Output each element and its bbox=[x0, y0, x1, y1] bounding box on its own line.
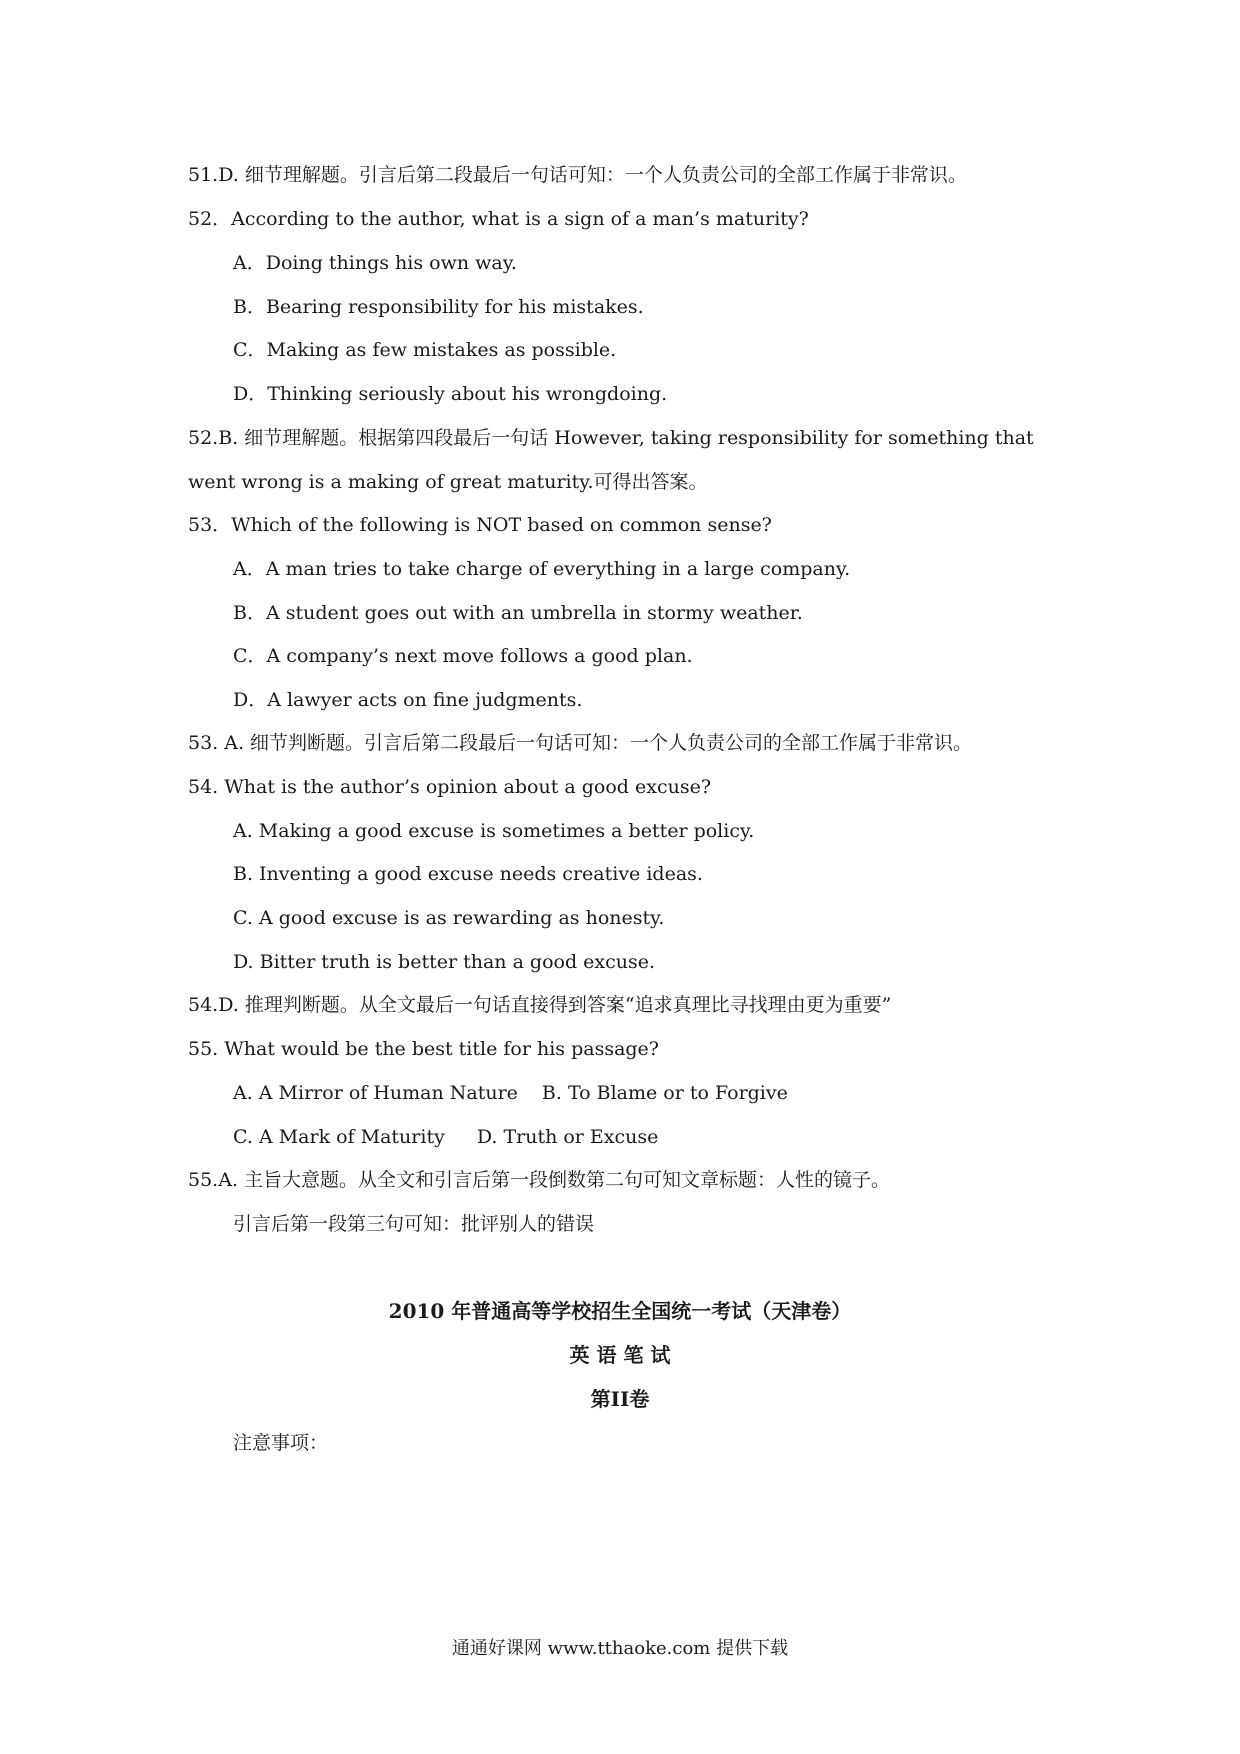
question-53-option-b: B．A student goes out with an umbrella in stormy weather. bbox=[233, 602, 803, 624]
question-53-option-d: D．A lawyer acts on fine judgments. bbox=[233, 689, 583, 711]
answer-54: 54.D. 推理判断题。从全文最后一句话直接得到答案“追求真理比寻找理由更为重要” bbox=[188, 994, 892, 1016]
page-footer: 通通好课网 www.tthaoke.com 提供下载 bbox=[451, 1638, 789, 1659]
exam-title: 2010 年普通高等学校招生全国统一考试（天津卷） bbox=[388, 1299, 852, 1323]
answer-55: 55.A. 主旨大意题。从全文和引言后第一段倒数第二句可知文章标题：人性的镜子。 bbox=[188, 1169, 891, 1191]
question-52-option-a: A．Doing things his own way. bbox=[233, 252, 517, 274]
question-53-option-c: C．A company’s next move follows a good plan. bbox=[233, 645, 693, 667]
question-55-option-b: B. To Blame or to Forgive bbox=[541, 1082, 788, 1104]
question-52-option-c: C．Making as few mistakes as possible. bbox=[233, 339, 617, 361]
question-55-option-a: A. A Mirror of Human Nature bbox=[233, 1082, 518, 1104]
question-53-option-a: A．A man tries to take charge of everything in a large company. bbox=[233, 558, 851, 580]
question-55-option-d: D. Truth or Excuse bbox=[476, 1126, 659, 1148]
question-55-options-row-1 bbox=[233, 1080, 788, 1106]
exam-part: 第II卷 bbox=[590, 1387, 650, 1411]
question-54-option-b: B. Inventing a good excuse needs creative ideas. bbox=[233, 863, 703, 885]
question-54-option-a: A. Making a good excuse is sometimes a better policy. bbox=[233, 820, 755, 842]
question-55-option-c: C. A Mark of Maturity bbox=[233, 1126, 445, 1148]
question-52: 52．According to the author, what is a sign of a man’s maturity? bbox=[188, 208, 809, 230]
answer-52-line-1: 52.B. 细节理解题。根据第四段最后一句话 However, taking responsibility for something that bbox=[188, 427, 1034, 449]
answer-55-note: 引言后第一段第三句可知：批评别人的错误 bbox=[233, 1213, 595, 1235]
question-54-option-d: D. Bitter truth is better than a good excuse. bbox=[233, 951, 656, 973]
question-53: 53．Which of the following is NOT based on common sense? bbox=[188, 514, 772, 536]
answer-52-line-2: went wrong is a making of great maturity.可得出答案。 bbox=[188, 471, 708, 493]
exam-subject: 英 语 笔 试 bbox=[569, 1343, 671, 1367]
notes-heading: 注意事项： bbox=[233, 1432, 329, 1454]
answer-51: 51.D. 细节理解题。引言后第二段最后一句话可知：一个人负责公司的全部工作属于非常识。 bbox=[188, 164, 967, 186]
question-54-option-c: C. A good excuse is as rewarding as honesty. bbox=[233, 907, 665, 929]
question-55: 55. What would be the best title for his passage? bbox=[188, 1038, 659, 1060]
question-54: 54. What is the author’s opinion about a good excuse? bbox=[188, 776, 712, 798]
answer-53: 53. A. 细节判断题。引言后第二段最后一句话可知：一个人负责公司的全部工作属于非常识。 bbox=[188, 732, 973, 754]
question-52-option-d: D．Thinking seriously about his wrongdoing. bbox=[233, 383, 668, 405]
question-55-options-row-2 bbox=[233, 1124, 658, 1150]
question-52-option-b: B．Bearing responsibility for his mistakes. bbox=[233, 296, 644, 318]
